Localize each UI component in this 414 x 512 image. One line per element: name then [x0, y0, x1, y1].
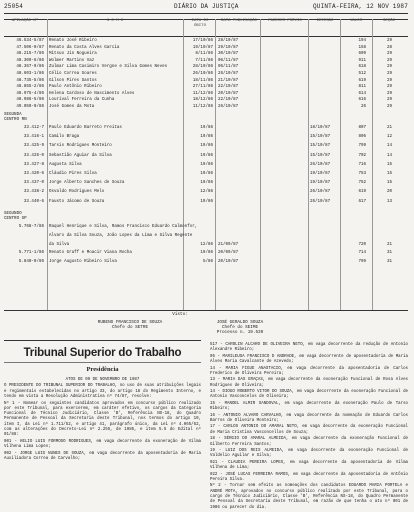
valor-cell: 799: [358, 144, 366, 149]
valor-cell: 512: [358, 72, 366, 76]
valor-cell: 194: [358, 39, 366, 43]
apelacao-cell: 48.975-4/86: [16, 91, 44, 96]
obito-cell: 19/86: [200, 162, 213, 167]
tribunal-under-rule: [4, 362, 201, 363]
nome-cell: Jorge Augusto Ribeiro Silva: [49, 260, 117, 265]
col-header-publicacao: DATA PUBLICAÇÃO: [220, 19, 257, 23]
valor-cell: 702: [358, 153, 366, 158]
table-row: [4, 143, 408, 150]
apelacao-cell: 48.215-7/86: [16, 52, 44, 57]
nome-cell: Renato Graff e Moacir Viana Rocha: [49, 251, 132, 256]
secao-cell: 15: [386, 172, 392, 176]
decisao-cell: 15/10/87: [310, 144, 331, 149]
obito-cell: 8/11/86: [195, 52, 213, 57]
nome-cell: Fausto Jácomo de Souza: [49, 199, 105, 204]
valor-cell: 26: [360, 105, 366, 109]
secao-cell: 29: [386, 98, 392, 103]
paragraph: 17 - CARLOS ANTONIO DO AMARAL NETO, em vaga decorrente da exoneração Funcional de Maria Cristina Vasconcellos de Souza;: [210, 425, 408, 435]
paragraph: 002 - JORGE LUIS NUNES DE SOUZA, em vaga decorrente da aposentadoria de Maria Auxiliadora Correa de Carvalho;: [4, 451, 201, 461]
table-row: [4, 180, 408, 187]
publicacao-cell: 21/10/87: [218, 78, 239, 83]
secao-cell: 13: [386, 199, 392, 204]
apelacao-cell: 46.534-5/87: [16, 39, 44, 43]
section-label-line: CENTRO SP: [4, 217, 27, 221]
valor-cell: 752: [358, 181, 366, 186]
valor-cell: 720: [358, 242, 366, 247]
publicacao-cell: 20/09/87: [218, 251, 239, 256]
secao-cell: 14: [386, 153, 392, 158]
nome-cell: Paulo Antônio Ribeiro: [49, 85, 102, 90]
apelacao-cell: 33.437-0: [23, 181, 44, 186]
apelacao-cell: 33.425-9: [23, 144, 44, 149]
decisao-cell: 18/10/87: [310, 126, 331, 130]
valor-cell: 714: [358, 251, 366, 256]
publicacao-cell: 26/10/87: [218, 72, 239, 76]
nome-cell: Renato José Ribeiro: [49, 39, 97, 43]
publicacao-cell: 22/10/87: [218, 98, 239, 103]
nome-cell: Paulo Eduardo Barreto Freitas: [49, 126, 122, 130]
obito-cell: 19/86: [200, 251, 213, 256]
nome-cell: Gilson Pires Santos: [49, 78, 97, 83]
table-row: [4, 153, 408, 160]
table-row: [4, 91, 408, 98]
table-row: [4, 78, 408, 85]
secao-cell: 15: [386, 162, 392, 167]
nome-cell: Alvaro da Silva Souza, João Lopes da Lima e Silva Regente: [49, 233, 193, 238]
signature-right-note: Processo n. 19.539: [216, 330, 264, 335]
obito-cell: 18/12/86: [192, 98, 213, 103]
apelacao-cell: 48.986-5/86: [16, 98, 44, 103]
section-label-b: [4, 212, 27, 222]
paragraph: ATOS DE 09 DE NOVEMBRO DE 1987: [65, 378, 140, 382]
decisao-cell: 19/10/87: [310, 172, 331, 176]
table-row: [4, 104, 408, 111]
valor-cell: 158: [358, 45, 366, 50]
table-row: [4, 64, 408, 71]
paragraph: 16 - ANTONIO ALVARO CARVALHO, em vaga decorrente da nomeação de Eduardo Carlos Barros de Oliveira Monteiro;: [210, 413, 408, 423]
valor-cell: 753: [358, 172, 366, 176]
apelacao-cell: 33.427-8: [23, 162, 44, 167]
publicacao-cell: 21/09/87: [218, 242, 239, 247]
secao-cell: 31: [386, 251, 392, 256]
obito-cell: 19/86: [200, 181, 213, 186]
publicacao-cell: 29/10/87: [218, 45, 239, 50]
table-header-rule: [4, 36, 408, 37]
col-header-valor: VALOR: [349, 19, 362, 23]
paragraph: 13 - MARIA DAS GRAÇAS, em vaga decorrente da exoneração Funcional de Rosa Alves Rodrigues de Oliveira;: [210, 378, 408, 388]
col-header-apelacao: APELAÇÃO Nº: [11, 19, 39, 23]
nome-cell: Cláudio Pires Silva: [49, 172, 97, 176]
paragraph: Nº 1 - Nomear os seguintes candidatos aprovados em concurso público realizado por este Tribunal, para exercerem, em caráter efetivo, os cargos da Categoria Funcional de Técnico Judiciário, Classe 'B', Referência NS-18, do Quadro Permanente de Pessoal da Secretaria deste Tribunal, nos termos do artigo 10, item I, da Lei nº 1.711/52, e artigo 41, parágrafo único, da Lei nº 4.065/62, com as alterações do Decreto-Lei nº 2.255, de 1985, e item 5.5 do Edital nº 01/86:: [4, 401, 201, 438]
section-label-line: CENTRO RN: [4, 118, 27, 122]
nome-cell: José Gomes da Mota: [49, 105, 95, 109]
secao-cell: 29: [386, 105, 392, 109]
section-label-line: SEGUNDA: [4, 113, 22, 117]
table-row: [4, 58, 408, 65]
table-row: [4, 134, 408, 141]
paragraph: 14 - DIOGO ROBERTO VITOR DO SOUZA, em vaga decorrente da exoneração Funcional de Antonio Vasconcelos de Oliveira;: [210, 390, 408, 400]
table-row: [4, 97, 408, 104]
decisao-cell: 15/10/87: [310, 135, 331, 140]
nome-cell: Helena Cardoso de Nascimento Alves: [49, 91, 135, 96]
nome-cell: Zulmar Lima Casimiro Vergne e Silva Gomes Neves: [49, 65, 168, 70]
apelacao-cell: 48.309-6/86: [16, 58, 44, 63]
apelacao-cell: 33.426-0: [23, 153, 44, 158]
table-row: [4, 51, 408, 58]
secao-cell: 29: [386, 58, 392, 63]
secao-cell: 29: [386, 72, 392, 76]
table-row: [4, 259, 408, 266]
obito-cell: 19/86: [200, 144, 213, 149]
page-header: [4, 3, 408, 12]
nome-cell: da Silva: [49, 242, 70, 247]
publicacao-cell: 30/10/87: [218, 52, 239, 57]
tribunal-title: Tribunal Superior do Trabalho: [23, 347, 182, 359]
obito-cell: 19/86: [200, 153, 213, 158]
secao-cell: 14: [386, 144, 392, 149]
valor-cell: 799: [358, 260, 366, 265]
table-row: [4, 45, 408, 52]
apelacao-cell: 33.438-2: [23, 190, 44, 195]
nome-cell: Camilo Braga: [49, 135, 80, 140]
signature-left-role: Chefe do SETRE: [111, 325, 149, 330]
paragraph: 001 - HELIO LUIS FORMOSO RODRIGUES, em vaga decorrente da exoneração de Vilma Vilhena Lima Lopes;: [4, 439, 201, 450]
col-header-obito: DATA DO ÓBITO: [191, 19, 209, 28]
paragraph: 05 - MARILEUSA FRANCISCO D ANDRADE, em vaga decorrente de aposentadoria de Maria Alves Maria Cavalcante de Azevedo;: [210, 354, 408, 365]
secao-cell: 29: [386, 85, 392, 90]
paragraph: O PRESIDENTE DO TRIBUNAL SUPERIOR DO TRABALHO, no uso de suas atribuições legais e regimentais estabelecidas no artigo 33, do artigo 18 do Regimento Interno, e tendo em vista a Resolução Administrativa nº 74/87, resolve:: [4, 384, 201, 400]
nome-cell: Sebastião Aguiar da Silva: [49, 153, 112, 158]
decisao-cell: 26/10/87: [310, 162, 331, 167]
decisao-cell: 15/10/87: [310, 153, 331, 158]
obito-cell: 18/11/86: [192, 78, 213, 83]
publicacao-cell: 28/10/87: [218, 39, 239, 43]
publication-date: QUINTA-FEIRA, 12 NOV 1987: [312, 3, 408, 10]
nome-cell: Mitsuo Jin Nogueira: [49, 52, 97, 57]
secao-cell: 12: [386, 135, 392, 140]
table-row: [4, 242, 408, 249]
secao-cell: 21: [386, 126, 392, 130]
obito-cell: 7/11/86: [195, 58, 213, 63]
table-row: [4, 224, 408, 231]
apelacao-cell: 48.735-5/86: [16, 78, 44, 83]
table-row: [4, 199, 408, 206]
table-row: [4, 162, 408, 169]
secao-cell: 28: [386, 45, 392, 50]
apelacao-cell: 47.506-0/87: [16, 45, 44, 50]
paragraph: 517 - CAROLIN ALCARO DE OLIVEIRA NETO, em vaga decorrente da redução de Antonio Alexandre Ribeiro;: [210, 343, 408, 353]
nome-cell: Célio Correa Soares: [49, 72, 97, 76]
obito-cell: 12/86: [200, 242, 213, 247]
obito-cell: 26/10/86: [192, 72, 213, 76]
paragraph: Nº 2 - Tornar sem efeito as nomeações dos candidatos EDUARDO MARIA PORTELA e ANDRÉ MOTA, aprovados no concurso público realizado por este Tribunal, para o cargo de Técnico Judiciário, Classe 'B', Referência NS-18, do Quadro Permanente de Pessoal da Secretaria deste Tribunal, em razão de que tenha o ato nº 001 de 1986 ou parecer do dia.: [210, 484, 408, 510]
secao-cell: 20: [386, 190, 392, 195]
secao-cell: 29: [386, 65, 392, 70]
secao-cell: 29: [386, 39, 392, 43]
publicacao-cell: 06/11/87: [218, 65, 239, 70]
valor-cell: 806: [358, 135, 366, 140]
apelacao-cell: 33.420-6: [23, 172, 44, 176]
valor-cell: 614: [358, 91, 366, 96]
valor-cell: 618: [358, 65, 366, 70]
table-row: [4, 250, 408, 257]
valor-cell: 716: [358, 162, 366, 167]
table-row: [4, 233, 408, 240]
apelacao-cell: 48.603-1/86: [16, 72, 44, 76]
decisao-cell: 26/10/87: [310, 199, 331, 204]
valor-cell: 609: [358, 52, 366, 57]
valor-cell: 619: [358, 190, 366, 195]
paragraph: 14 - MARIA FIGUE ANASTACIO, em vaga decorrente da aposentadoria de Carlos Frederico de Oliveira Pereira;: [210, 366, 408, 376]
secao-cell: 29: [386, 52, 392, 57]
apelacao-cell: 33.416-1: [23, 135, 44, 140]
table-bottom-rule: [4, 310, 408, 311]
nome-cell: Jorge Alberto Sanches de Souza: [49, 181, 125, 186]
table-row: [4, 38, 408, 45]
signature-left-name: RUBENS FRANCISCO DE SOUZA: [97, 320, 163, 325]
apelacao-cell: 48.855-2/86: [16, 85, 44, 90]
valor-cell: 811: [358, 85, 366, 90]
obito-cell: 19/86: [200, 126, 213, 130]
tribunal-rule: [4, 340, 201, 341]
nome-cell: Lourival Ferreira da Cunha: [49, 98, 115, 103]
col-header-decisao: DECISÃO: [316, 19, 334, 23]
col-header-nome: N O M E: [106, 19, 124, 23]
secao-cell: 31: [386, 260, 392, 265]
decisao-cell: 26/10/87: [310, 190, 331, 195]
signature-right-role: Chefe do SEIME: [221, 325, 259, 330]
nome-cell: Tarsis Rodrigues Monteiro: [49, 144, 112, 149]
table-row: [4, 71, 408, 78]
apelacao-cell: 5.771-1/86: [18, 251, 44, 256]
decisao-cell: 19/10/87: [310, 181, 331, 186]
apelacao-cell: 5.768-7/86: [18, 225, 44, 229]
paragraph: 18 - SÉRGIO DO AMARAL ALMEIDA, em vaga decorrente da exoneração Funcional de Gilberto Ferreira Santos;: [210, 437, 408, 447]
col-header-secao: SEÇÃO: [382, 19, 395, 23]
table-row: [4, 171, 408, 178]
secao-cell: 29: [386, 78, 392, 83]
obito-cell: 27/11/86: [192, 85, 213, 90]
apelacao-cell: 49.050-0/86: [16, 105, 44, 109]
secao-cell: 21: [386, 242, 392, 247]
nome-cell: Wolmer Martins Vaz: [49, 58, 95, 63]
valor-cell: 807: [358, 126, 366, 130]
publicacao-cell: 26/10/87: [218, 105, 239, 109]
apelacao-cell: 33.440-6: [23, 199, 44, 204]
valor-cell: 616: [358, 98, 366, 103]
visto-label: Visto:: [172, 312, 188, 317]
obito-cell: 12/86: [200, 190, 213, 195]
header-rule: [4, 13, 408, 14]
secao-cell: 29: [386, 91, 392, 96]
publication-name: DIÁRIO DA JUSTIÇA: [174, 3, 239, 10]
table-row: [4, 189, 408, 196]
valor-cell: 619: [358, 78, 366, 83]
obito-cell: 28/10/86: [192, 65, 213, 70]
table-row: [4, 125, 408, 132]
signature-right-name: JOSÉ GERALDO SOUZA: [216, 320, 264, 325]
col-header-parecer: PARECER PRÉVIO: [268, 19, 302, 23]
nome-cell: Augusta Silva: [49, 162, 82, 167]
obito-cell: 11/12/86: [192, 105, 213, 109]
obito-cell: 19/86: [200, 172, 213, 176]
signature-left: [80, 320, 180, 330]
nome-cell: Renato da Costa Alves Garcia: [49, 45, 120, 50]
valor-cell: 911: [358, 58, 366, 63]
secao-cell: 15: [386, 181, 392, 186]
obito-cell: 19/10/87: [192, 45, 213, 50]
paragraph: 021 - CLAUDIA PEREIRA LOPES, em vaga decorrente da aposentadoria de Vilma Vilhena de Lima;: [210, 460, 408, 471]
publicacao-cell: 20/10/87: [218, 260, 239, 265]
page-number: 25054: [4, 3, 24, 10]
apelacao-cell: 33.412-7: [23, 126, 44, 130]
valor-cell: 617: [358, 199, 366, 204]
obito-cell: 5/86: [202, 260, 213, 265]
obito-cell: 11/12/86: [192, 91, 213, 96]
publicacao-cell: 22/10/87: [218, 85, 239, 90]
apelacao-cell: 48.367-9/86: [16, 65, 44, 70]
signature-right: [190, 320, 290, 335]
publicacao-cell: 06/11/87: [218, 58, 239, 63]
section-label-line: SEGUNDO: [4, 212, 22, 216]
paragraph: 022 - JOSÉ LUCAS FERREIRA RAMOS, em vaga decorrente da aposentadoria de Antônio Pereira Silva.: [210, 472, 408, 482]
section-label-a: [4, 113, 27, 123]
paragraph: 19 - LUIZ DOS REIS ALMEIDA, em vaga decorrente da exoneração Funcional de Valdelio Aguilar e Silva;: [210, 449, 408, 459]
nome-cell: Osvaldo Rodrigues Melo: [49, 190, 105, 195]
paragraph: 15 - MANOEL ALMIR SANDOVAL, em vaga decorrente da exoneração Paulo de Tarso Ribeiro;: [210, 401, 408, 412]
nome-cell: Raquel Henrique e Silva, Ramos Francisco Eduardo Calmonfor,: [49, 225, 198, 229]
obito-cell: 19/86: [200, 199, 213, 204]
publicacao-cell: 20/10/87: [218, 91, 239, 96]
left-column-text: [4, 378, 201, 463]
obito-cell: 19/86: [200, 135, 213, 140]
presidencia-heading: Presidência: [86, 366, 119, 373]
right-column-text: [210, 343, 408, 512]
obito-cell: 17/10/86: [192, 39, 213, 43]
table-row: [4, 84, 408, 91]
apelacao-cell: 5.840-0/86: [18, 260, 44, 265]
